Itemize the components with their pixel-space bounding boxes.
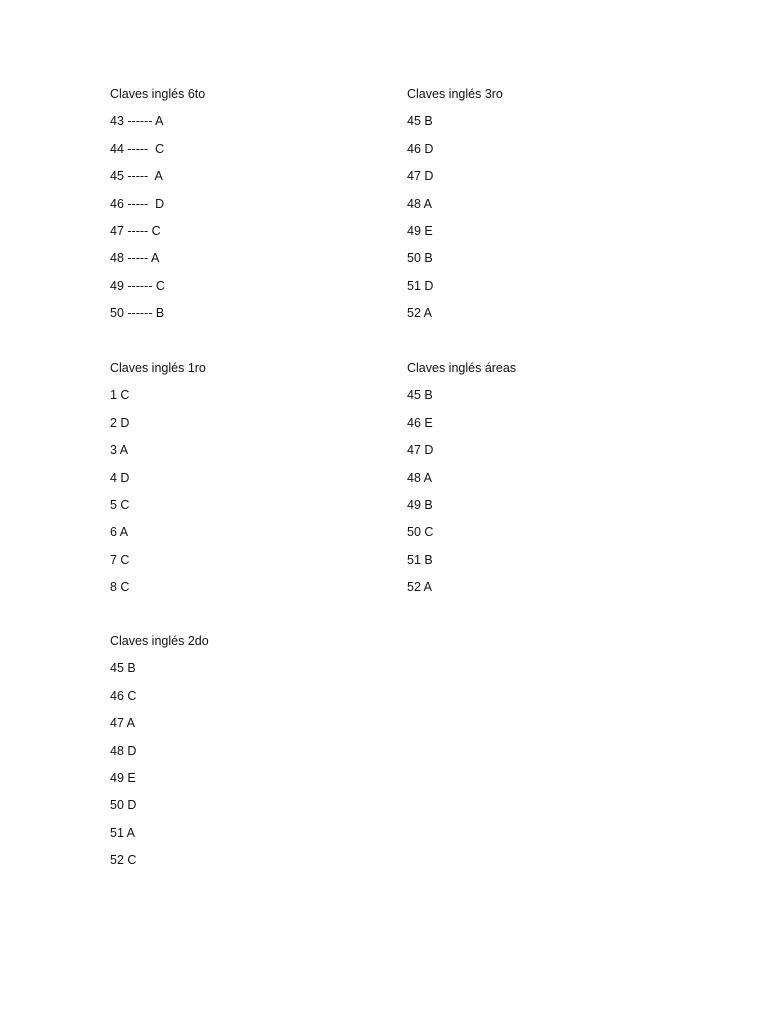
answer-line: 47 A <box>110 716 136 731</box>
section-title: Claves inglés 3ro <box>407 87 503 101</box>
answer-line: 47 ----- C <box>110 223 161 238</box>
answer-line: 44 ----- C <box>110 141 165 156</box>
answer-list <box>407 387 667 595</box>
answer-line: 46 C <box>110 688 137 703</box>
answer-line: 51 D <box>407 278 434 293</box>
answer-line: 45 B <box>110 661 136 676</box>
answer-line: 3 A <box>110 443 129 458</box>
answer-line: 49 E <box>407 223 433 238</box>
answer-line: 45 B <box>407 388 433 403</box>
answer-line: 6 A <box>110 525 129 540</box>
answer-key-2do <box>110 633 370 880</box>
section-title: Claves inglés áreas <box>407 361 517 375</box>
section-title: Claves inglés 1ro <box>110 361 206 375</box>
answer-line: 8 C <box>110 580 130 595</box>
answer-line: 46 E <box>407 415 433 430</box>
answer-line: 48 A <box>407 470 433 485</box>
answer-list <box>110 113 370 321</box>
answer-line: 43 ------ A <box>110 114 164 129</box>
answer-line: 45 B <box>407 114 433 129</box>
answer-line: 50 D <box>110 798 137 813</box>
answer-line: 47 D <box>407 443 434 458</box>
answer-line: 2 D <box>110 415 130 430</box>
answer-line: 52 C <box>110 853 137 868</box>
answer-line: 5 C <box>110 497 130 512</box>
answer-line: 52 A <box>407 580 433 595</box>
answer-line: 52 A <box>407 306 433 321</box>
answer-line: 1 C <box>110 388 130 403</box>
answer-key-3ro <box>407 86 667 333</box>
answer-line: 51 A <box>110 825 136 840</box>
answer-key-6to <box>110 86 370 333</box>
answer-list <box>407 113 667 321</box>
answer-line: 48 A <box>407 196 433 211</box>
section-title: Claves inglés 2do <box>110 634 209 648</box>
answer-line: 47 D <box>407 169 434 184</box>
answer-line: 48 ----- A <box>110 251 160 266</box>
answer-list <box>110 387 370 595</box>
answer-key-areas <box>407 360 667 607</box>
answer-line: 49 B <box>407 497 433 512</box>
section-title: Claves inglés 6to <box>110 87 206 101</box>
answer-key-1ro <box>110 360 370 607</box>
answer-line: 50 B <box>407 251 433 266</box>
answer-list <box>110 660 370 868</box>
answer-line: 51 B <box>407 552 433 567</box>
answer-line: 50 ------ B <box>110 306 165 321</box>
answer-line: 46 D <box>407 141 434 156</box>
answer-line: 46 ----- D <box>110 196 165 211</box>
answer-line: 49 E <box>110 770 136 785</box>
answer-line: 7 C <box>110 552 130 567</box>
answer-line: 50 C <box>407 525 434 540</box>
answer-line: 49 ------ C <box>110 278 165 293</box>
answer-line: 48 D <box>110 743 137 758</box>
answer-line: 45 ----- A <box>110 169 163 184</box>
answer-line: 4 D <box>110 470 130 485</box>
